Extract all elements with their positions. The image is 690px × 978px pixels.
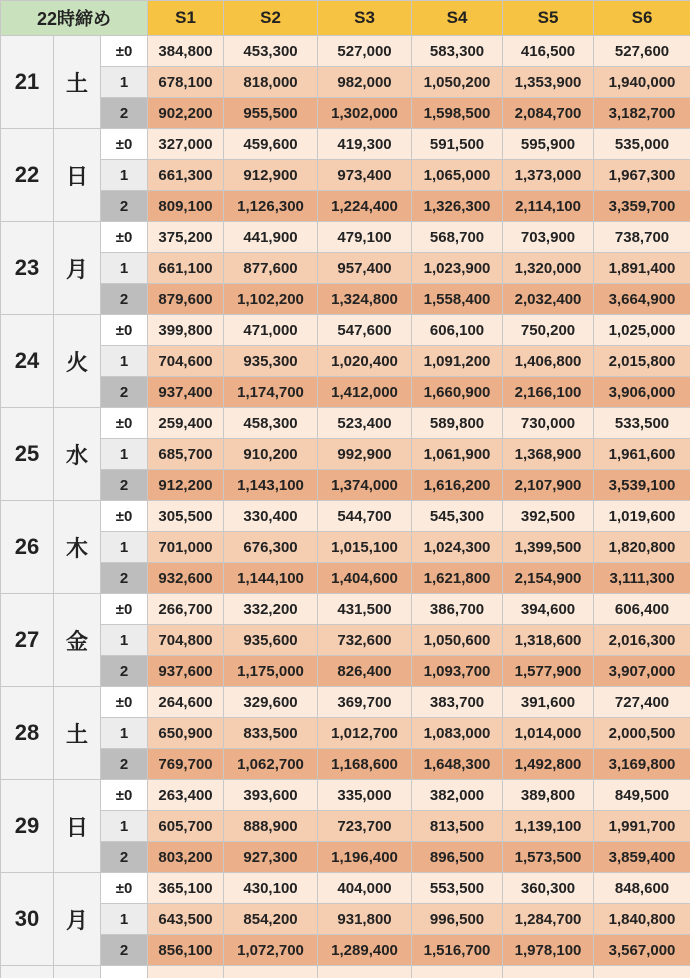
day-of-week: 木: [54, 501, 101, 594]
value-cell: 701,000: [148, 532, 224, 563]
value-cell: 431,500: [318, 594, 412, 625]
value-cell: 606,400: [594, 594, 690, 625]
value-cell: 327,000: [148, 129, 224, 160]
partial-cell: [412, 966, 503, 978]
value-cell: 545,300: [412, 501, 503, 532]
day-number: 30: [1, 873, 54, 966]
column-header-s4: S4: [412, 1, 503, 36]
value-cell: 479,100: [318, 222, 412, 253]
day-number: 23: [1, 222, 54, 315]
partial-cell: [101, 966, 148, 978]
value-cell: 471,000: [224, 315, 318, 346]
day-number: 21: [1, 36, 54, 129]
value-cell: 606,100: [412, 315, 503, 346]
value-cell: 1,516,700: [412, 935, 503, 966]
value-cell: 932,600: [148, 563, 224, 594]
day-number: 28: [1, 687, 54, 780]
value-cell: 1,820,800: [594, 532, 690, 563]
value-cell: 935,600: [224, 625, 318, 656]
column-header-s2: S2: [224, 1, 318, 36]
value-cell: 389,800: [503, 780, 594, 811]
value-cell: 458,300: [224, 408, 318, 439]
level-label: 1: [101, 253, 148, 284]
value-cell: 704,600: [148, 346, 224, 377]
level-label: ±0: [101, 222, 148, 253]
value-cell: 1,577,900: [503, 656, 594, 687]
day-number: 24: [1, 315, 54, 408]
value-cell: 1,062,700: [224, 749, 318, 780]
value-cell: 1,020,400: [318, 346, 412, 377]
value-cell: 2,016,300: [594, 625, 690, 656]
table-row: [1, 408, 690, 439]
value-cell: 877,600: [224, 253, 318, 284]
value-cell: 826,400: [318, 656, 412, 687]
day-of-week: 火: [54, 315, 101, 408]
value-cell: 1,289,400: [318, 935, 412, 966]
value-cell: 1,961,600: [594, 439, 690, 470]
value-cell: 419,300: [318, 129, 412, 160]
value-cell: 732,600: [318, 625, 412, 656]
value-cell: 738,700: [594, 222, 690, 253]
value-cell: 1,174,700: [224, 377, 318, 408]
table-row: [1, 532, 690, 563]
day-number: 26: [1, 501, 54, 594]
value-cell: 382,000: [412, 780, 503, 811]
table-row: [1, 501, 690, 532]
value-cell: 955,500: [224, 98, 318, 129]
level-label: 1: [101, 160, 148, 191]
value-cell: 264,600: [148, 687, 224, 718]
value-cell: 2,107,900: [503, 470, 594, 501]
value-cell: 1,050,200: [412, 67, 503, 98]
table-row: [1, 563, 690, 594]
value-cell: 982,000: [318, 67, 412, 98]
table-row: [1, 284, 690, 315]
table-row: [1, 439, 690, 470]
value-cell: 1,012,700: [318, 718, 412, 749]
value-cell: 330,400: [224, 501, 318, 532]
table-row: [1, 98, 690, 129]
value-cell: 931,800: [318, 904, 412, 935]
table-row: [1, 67, 690, 98]
value-cell: 375,200: [148, 222, 224, 253]
table-row: [1, 873, 690, 904]
value-cell: 935,300: [224, 346, 318, 377]
level-label: ±0: [101, 408, 148, 439]
value-cell: 1,224,400: [318, 191, 412, 222]
value-cell: 459,600: [224, 129, 318, 160]
level-label: 1: [101, 439, 148, 470]
value-cell: 404,000: [318, 873, 412, 904]
day-number: 27: [1, 594, 54, 687]
level-label: ±0: [101, 501, 148, 532]
value-cell: 1,168,600: [318, 749, 412, 780]
value-cell: 305,500: [148, 501, 224, 532]
value-cell: 661,300: [148, 160, 224, 191]
value-cell: 727,400: [594, 687, 690, 718]
level-label: 2: [101, 842, 148, 873]
value-cell: 879,600: [148, 284, 224, 315]
value-cell: 856,100: [148, 935, 224, 966]
value-cell: 996,500: [412, 904, 503, 935]
value-cell: 1,144,100: [224, 563, 318, 594]
day-of-week: 月: [54, 222, 101, 315]
value-cell: 1,558,400: [412, 284, 503, 315]
value-cell: 3,111,300: [594, 563, 690, 594]
value-cell: 1,374,000: [318, 470, 412, 501]
value-cell: 1,891,400: [594, 253, 690, 284]
level-label: 2: [101, 470, 148, 501]
column-header-s5: S5: [503, 1, 594, 36]
table-row: [1, 129, 690, 160]
value-cell: 533,500: [594, 408, 690, 439]
value-cell: 1,083,000: [412, 718, 503, 749]
value-cell: 1,598,500: [412, 98, 503, 129]
level-label: 2: [101, 749, 148, 780]
value-cell: 568,700: [412, 222, 503, 253]
table-row: [1, 780, 690, 811]
table-row: [1, 656, 690, 687]
table-row: [1, 470, 690, 501]
value-cell: 937,600: [148, 656, 224, 687]
value-cell: 1,091,200: [412, 346, 503, 377]
value-cell: 394,600: [503, 594, 594, 625]
value-cell: 2,032,400: [503, 284, 594, 315]
table-row: [1, 625, 690, 656]
day-of-week: 土: [54, 687, 101, 780]
level-label: ±0: [101, 873, 148, 904]
value-cell: 1,302,000: [318, 98, 412, 129]
header-row: [1, 1, 690, 36]
table-row: [1, 160, 690, 191]
value-cell: 1,840,800: [594, 904, 690, 935]
level-label: ±0: [101, 315, 148, 346]
table-row: [1, 315, 690, 346]
value-cell: 992,900: [318, 439, 412, 470]
value-cell: 912,200: [148, 470, 224, 501]
value-cell: 650,900: [148, 718, 224, 749]
partial-cell: [54, 966, 101, 978]
value-cell: 678,100: [148, 67, 224, 98]
table-row: [1, 191, 690, 222]
value-cell: 544,700: [318, 501, 412, 532]
partial-cell: [318, 966, 412, 978]
level-label: 1: [101, 625, 148, 656]
value-cell: 2,114,100: [503, 191, 594, 222]
value-cell: 704,800: [148, 625, 224, 656]
value-cell: 583,300: [412, 36, 503, 67]
value-cell: 360,300: [503, 873, 594, 904]
value-cell: 553,500: [412, 873, 503, 904]
value-cell: 1,093,700: [412, 656, 503, 687]
table-row: [1, 718, 690, 749]
level-label: ±0: [101, 687, 148, 718]
value-cell: 523,400: [318, 408, 412, 439]
level-label: ±0: [101, 780, 148, 811]
value-cell: 2,166,100: [503, 377, 594, 408]
value-cell: 1,102,200: [224, 284, 318, 315]
value-cell: 848,600: [594, 873, 690, 904]
value-cell: 849,500: [594, 780, 690, 811]
value-cell: 1,024,300: [412, 532, 503, 563]
value-cell: 1,368,900: [503, 439, 594, 470]
value-cell: 3,664,900: [594, 284, 690, 315]
value-cell: 1,412,000: [318, 377, 412, 408]
value-cell: 723,700: [318, 811, 412, 842]
value-cell: 750,200: [503, 315, 594, 346]
value-cell: 393,600: [224, 780, 318, 811]
table-row: [1, 253, 690, 284]
level-label: 2: [101, 284, 148, 315]
day-number: 22: [1, 129, 54, 222]
level-label: 1: [101, 67, 148, 98]
value-cell: 1,324,800: [318, 284, 412, 315]
value-cell: 1,284,700: [503, 904, 594, 935]
value-cell: 1,014,000: [503, 718, 594, 749]
level-label: 1: [101, 904, 148, 935]
value-cell: 1,940,000: [594, 67, 690, 98]
value-cell: 1,139,100: [503, 811, 594, 842]
table-row: [1, 594, 690, 625]
value-cell: 1,648,300: [412, 749, 503, 780]
value-cell: 3,539,100: [594, 470, 690, 501]
day-of-week: 月: [54, 873, 101, 966]
value-cell: 591,500: [412, 129, 503, 160]
value-cell: 809,100: [148, 191, 224, 222]
value-cell: 392,500: [503, 501, 594, 532]
value-cell: 386,700: [412, 594, 503, 625]
value-cell: 910,200: [224, 439, 318, 470]
level-label: 2: [101, 191, 148, 222]
value-cell: 1,404,600: [318, 563, 412, 594]
value-cell: 661,100: [148, 253, 224, 284]
value-cell: 1,061,900: [412, 439, 503, 470]
level-label: ±0: [101, 36, 148, 67]
value-cell: 937,400: [148, 377, 224, 408]
level-label: 1: [101, 811, 148, 842]
value-cell: 391,600: [503, 687, 594, 718]
value-cell: 803,200: [148, 842, 224, 873]
value-cell: 1,621,800: [412, 563, 503, 594]
value-cell: 1,991,700: [594, 811, 690, 842]
table-row: [1, 904, 690, 935]
partial-cell: [503, 966, 594, 978]
value-cell: 896,500: [412, 842, 503, 873]
value-cell: 676,300: [224, 532, 318, 563]
value-cell: 329,600: [224, 687, 318, 718]
value-cell: 1,373,000: [503, 160, 594, 191]
value-cell: 973,400: [318, 160, 412, 191]
value-cell: 833,500: [224, 718, 318, 749]
value-cell: 912,900: [224, 160, 318, 191]
level-label: 2: [101, 656, 148, 687]
value-cell: 527,600: [594, 36, 690, 67]
value-cell: 1,126,300: [224, 191, 318, 222]
level-label: ±0: [101, 129, 148, 160]
level-label: 1: [101, 346, 148, 377]
value-cell: 1,660,900: [412, 377, 503, 408]
value-cell: 2,084,700: [503, 98, 594, 129]
column-header-s1: S1: [148, 1, 224, 36]
value-cell: 927,300: [224, 842, 318, 873]
table-row: [1, 749, 690, 780]
table-row: [1, 346, 690, 377]
day-of-week: 水: [54, 408, 101, 501]
partial-cell: [594, 966, 690, 978]
value-cell: 365,100: [148, 873, 224, 904]
value-cell: 1,406,800: [503, 346, 594, 377]
value-cell: 263,400: [148, 780, 224, 811]
value-cell: 383,700: [412, 687, 503, 718]
value-cell: 1,143,100: [224, 470, 318, 501]
value-cell: 1,399,500: [503, 532, 594, 563]
value-cell: 1,573,500: [503, 842, 594, 873]
value-cell: 769,700: [148, 749, 224, 780]
level-label: 1: [101, 532, 148, 563]
column-header-s6: S6: [594, 1, 690, 36]
column-header-s3: S3: [318, 1, 412, 36]
value-cell: 3,359,700: [594, 191, 690, 222]
value-cell: 1,320,000: [503, 253, 594, 284]
value-cell: 2,154,900: [503, 563, 594, 594]
value-cell: 3,567,000: [594, 935, 690, 966]
value-cell: 703,900: [503, 222, 594, 253]
value-cell: 902,200: [148, 98, 224, 129]
value-cell: 453,300: [224, 36, 318, 67]
value-cell: 3,906,000: [594, 377, 690, 408]
table-row: [1, 935, 690, 966]
value-cell: 335,000: [318, 780, 412, 811]
value-cell: 1,025,000: [594, 315, 690, 346]
value-cell: 1,019,600: [594, 501, 690, 532]
value-cell: 332,200: [224, 594, 318, 625]
value-cell: 1,065,000: [412, 160, 503, 191]
partial-cell: [224, 966, 318, 978]
level-label: 1: [101, 718, 148, 749]
value-cell: 1,015,100: [318, 532, 412, 563]
value-cell: 685,700: [148, 439, 224, 470]
level-label: 2: [101, 563, 148, 594]
value-cell: 854,200: [224, 904, 318, 935]
day-number: 25: [1, 408, 54, 501]
value-cell: 3,907,000: [594, 656, 690, 687]
table-row: [1, 377, 690, 408]
level-label: 2: [101, 377, 148, 408]
value-cell: 384,800: [148, 36, 224, 67]
table-row: [1, 842, 690, 873]
value-cell: 3,169,800: [594, 749, 690, 780]
value-cell: 1,353,900: [503, 67, 594, 98]
value-cell: 369,700: [318, 687, 412, 718]
level-label: 2: [101, 935, 148, 966]
value-cell: 430,100: [224, 873, 318, 904]
value-cell: 3,859,400: [594, 842, 690, 873]
day-of-week: 日: [54, 780, 101, 873]
day-number: 29: [1, 780, 54, 873]
level-label: ±0: [101, 594, 148, 625]
value-cell: 1,318,600: [503, 625, 594, 656]
value-cell: 2,015,800: [594, 346, 690, 377]
value-cell: 1,072,700: [224, 935, 318, 966]
value-cell: 1,326,300: [412, 191, 503, 222]
value-cell: 547,600: [318, 315, 412, 346]
level-label: 2: [101, 98, 148, 129]
value-cell: 1,050,600: [412, 625, 503, 656]
value-cell: 441,900: [224, 222, 318, 253]
table-row: [1, 36, 690, 67]
value-cell: 259,400: [148, 408, 224, 439]
value-cell: 1,023,900: [412, 253, 503, 284]
table-row: [1, 811, 690, 842]
value-cell: 605,700: [148, 811, 224, 842]
day-of-week: 土: [54, 36, 101, 129]
value-cell: 888,900: [224, 811, 318, 842]
value-cell: 813,500: [412, 811, 503, 842]
deadline-label: 22時締め: [1, 1, 148, 36]
value-cell: 416,500: [503, 36, 594, 67]
value-cell: 1,175,000: [224, 656, 318, 687]
value-cell: 535,000: [594, 129, 690, 160]
value-cell: 399,800: [148, 315, 224, 346]
value-cell: 643,500: [148, 904, 224, 935]
table-row: [1, 687, 690, 718]
value-cell: 3,182,700: [594, 98, 690, 129]
value-cell: 527,000: [318, 36, 412, 67]
day-of-week: 日: [54, 129, 101, 222]
table-body: [1, 36, 690, 978]
value-cell: 1,978,100: [503, 935, 594, 966]
value-cell: 1,196,400: [318, 842, 412, 873]
value-cell: 730,000: [503, 408, 594, 439]
value-cell: 1,616,200: [412, 470, 503, 501]
value-cell: 266,700: [148, 594, 224, 625]
partial-cell: [1, 966, 54, 978]
value-cell: 2,000,500: [594, 718, 690, 749]
value-cell: 1,492,800: [503, 749, 594, 780]
value-cell: 818,000: [224, 67, 318, 98]
table-row: [1, 222, 690, 253]
table-row-partial: [1, 966, 690, 978]
value-cell: 957,400: [318, 253, 412, 284]
value-cell: 1,967,300: [594, 160, 690, 191]
value-cell: 595,900: [503, 129, 594, 160]
day-of-week: 金: [54, 594, 101, 687]
value-cell: 589,800: [412, 408, 503, 439]
partial-cell: [148, 966, 224, 978]
